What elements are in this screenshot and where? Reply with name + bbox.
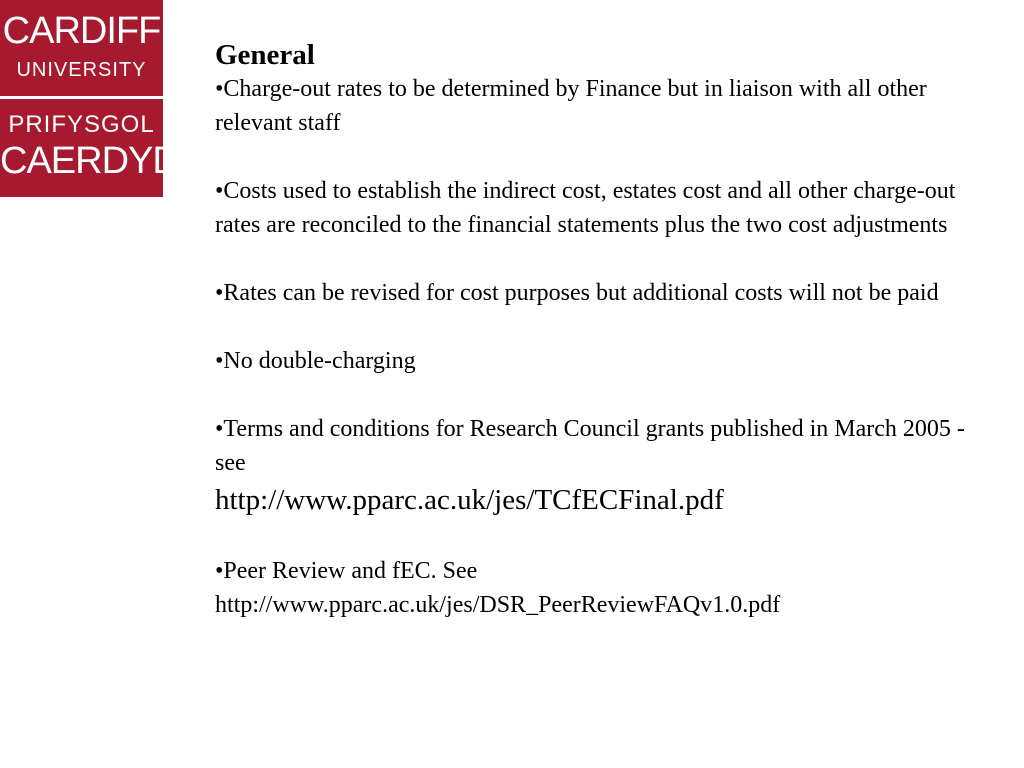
logo-divider: [0, 96, 163, 99]
bullet-text: •Costs used to establish the indirect cost, estates cost and all other charge-out rates are reconciled to the financial statements plus the two cost adjustments: [215, 178, 956, 238]
bullet-item: [215, 412, 975, 520]
logo-text-prifysgol: PRIFYSGOL: [8, 111, 155, 138]
bullet-text: •No double-charging: [215, 348, 416, 374]
bullet-text: •Terms and conditions for Research Council grants published in March 2005 - see: [215, 416, 965, 476]
bullet-text: •Charge-out rates to be determined by Finance but in liaison with all other relevant staff: [215, 76, 927, 136]
bullet-item: [215, 72, 975, 140]
university-logo: [0, 0, 206, 197]
bullet-item: [215, 554, 975, 622]
slide-heading: General: [215, 39, 315, 71]
logo-text-university: UNIVERSITY: [16, 59, 147, 81]
bullet-item: [215, 174, 975, 242]
bullet-text: •Peer Review and fEC. See: [215, 558, 478, 584]
slide-content: [215, 38, 975, 656]
bullet-item: [215, 344, 975, 378]
terms-link[interactable]: http://www.pparc.ac.uk/jes/TCfECFinal.pdf: [215, 484, 724, 516]
logo-text-caerdydd: CAERDYDD: [0, 140, 206, 182]
logo-text-cardiff: CARDIFF: [2, 10, 161, 52]
peer-review-link[interactable]: http://www.pparc.ac.uk/jes/DSR_PeerReviewFAQv1.0.pdf: [215, 592, 781, 618]
bullet-text: •Rates can be revised for cost purposes but additional costs will not be paid: [215, 280, 939, 306]
bullet-item: [215, 276, 975, 310]
